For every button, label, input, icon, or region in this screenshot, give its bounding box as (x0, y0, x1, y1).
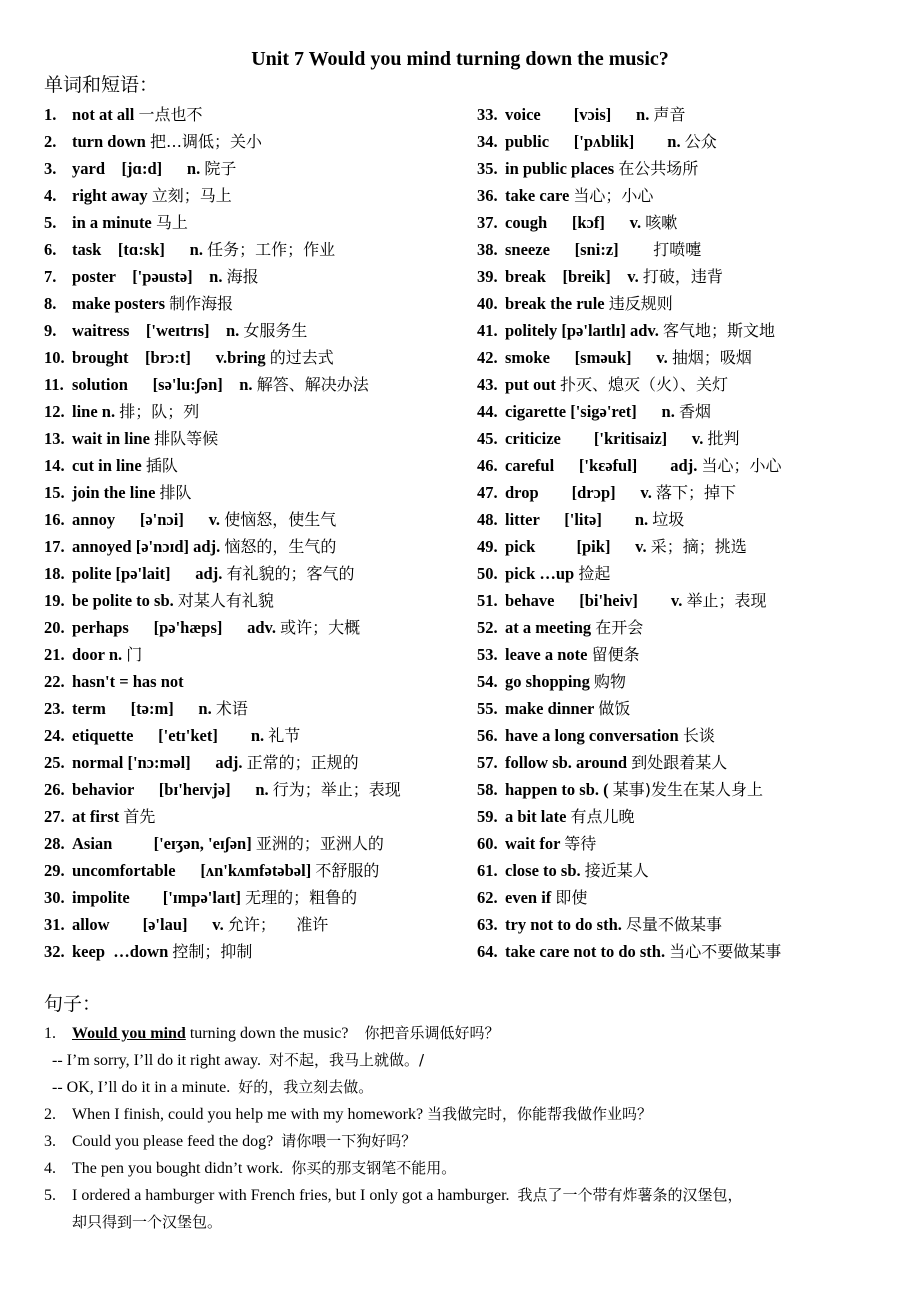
vocab-number: 32. (44, 942, 65, 961)
vocab-chinese: 留便条 (591, 645, 640, 664)
vocab-item (44, 344, 464, 371)
vocab-item (44, 803, 464, 830)
vocab-english: litter ['litə] n. (505, 510, 649, 529)
vocab-number: 8. (44, 294, 57, 313)
vocab-item (477, 236, 897, 263)
vocab-heading: 单词和短语： (44, 74, 159, 96)
sentence-list (44, 1020, 884, 1236)
vocab-item (44, 776, 464, 803)
vocab-number: 53. (477, 645, 498, 664)
vocab-chinese: 任务；工作；作业 (207, 240, 336, 259)
vocab-english: public ['pʌblik] n. (505, 132, 681, 151)
vocab-number: 22. (44, 672, 65, 691)
vocab-english: break the rule (505, 294, 605, 313)
vocab-number: 42. (477, 348, 498, 367)
vocab-chinese: 打破，违背 (642, 267, 723, 286)
vocab-item (44, 722, 464, 749)
vocab-item (44, 506, 464, 533)
vocab-chinese: 首先 (123, 807, 156, 826)
vocab-english: turn down (72, 132, 146, 151)
vocab-chinese: 无理的；粗鲁的 (245, 888, 358, 907)
vocab-number: 34. (477, 132, 498, 151)
sentence-item (44, 1020, 884, 1047)
vocab-number: 25. (44, 753, 65, 772)
vocab-number: 45. (477, 429, 498, 448)
vocab-item (477, 533, 897, 560)
vocab-number: 30. (44, 888, 65, 907)
vocab-english: a bit late (505, 807, 567, 826)
vocab-number: 12. (44, 402, 65, 421)
vocab-chinese: 捡起 (578, 564, 611, 583)
vocab-number: 19. (44, 591, 65, 610)
vocab-chinese: 的过去式 (269, 348, 334, 367)
vocab-item (477, 506, 897, 533)
vocab-chinese: 控制；抑制 (172, 942, 253, 961)
vocab-english: cigarette ['sigə'ret] n. (505, 402, 675, 421)
vocab-item (44, 641, 464, 668)
vocab-item (477, 155, 897, 182)
vocab-item (477, 749, 897, 776)
vocab-number: 17. (44, 537, 65, 556)
vocab-number: 40. (477, 294, 498, 313)
vocab-item (477, 182, 897, 209)
vocab-item (477, 101, 897, 128)
vocab-chinese: 有点儿晚 (570, 807, 635, 826)
vocab-number: 27. (44, 807, 65, 826)
vocab-english: right away (72, 186, 148, 205)
vocab-english: solution [sə'lu:ʃən] n. (72, 375, 253, 394)
vocab-item (44, 371, 464, 398)
vocab-number: 47. (477, 483, 498, 502)
vocab-item (477, 560, 897, 587)
sentence-item (44, 1155, 884, 1182)
vocab-english: drop [drɔp] v. (505, 483, 652, 502)
vocab-english: make dinner (505, 699, 595, 718)
vocab-english: allow [ə'lau] v. (72, 915, 224, 934)
vocab-chinese: 批判 (707, 429, 740, 448)
vocab-number: 31. (44, 915, 65, 934)
vocab-chinese: 使恼怒，使生气 (224, 510, 337, 529)
vocab-number: 33. (477, 105, 498, 124)
vocab-number: 6. (44, 240, 57, 259)
vocab-item (477, 803, 897, 830)
vocab-item (44, 452, 464, 479)
vocab-chinese: 女服务生 (243, 321, 308, 340)
vocab-item (477, 587, 897, 614)
sentence-english: Could you please feed the dog? (72, 1133, 274, 1150)
sentence-chinese: 请你喂一下狗好吗？ (281, 1132, 417, 1150)
vocab-item (477, 695, 897, 722)
vocab-english: politely [pə'laɪtlɪ] adv. (505, 321, 659, 340)
vocab-english: put out (505, 375, 556, 394)
vocab-chinese: 当心不要做某事 (669, 942, 782, 961)
vocab-item (477, 776, 897, 803)
vocab-chinese: 有礼貌的；客气的 (226, 564, 355, 583)
vocab-item (477, 209, 897, 236)
vocab-number: 20. (44, 618, 65, 637)
vocab-item (44, 938, 464, 965)
vocab-chinese: 做饭 (598, 699, 631, 718)
vocab-chinese: 抽烟；吸烟 (671, 348, 752, 367)
vocab-english: pick …up (505, 564, 575, 583)
vocab-chinese: 尽量不做某事 (626, 915, 723, 934)
sentence-english: -- I’m sorry, I’ll do it right away. (52, 1052, 261, 1069)
vocab-item (44, 398, 464, 425)
vocab-chinese: 违反规则 (608, 294, 673, 313)
vocab-english: have a long conversation (505, 726, 679, 745)
vocab-item (44, 101, 464, 128)
vocab-english: poster ['pəustə] n. (72, 267, 223, 286)
vocab-number: 61. (477, 861, 498, 880)
sentence-number: 5. (44, 1187, 56, 1204)
vocab-item (477, 722, 897, 749)
vocab-item (477, 830, 897, 857)
vocab-number: 35. (477, 159, 498, 178)
vocab-english: break [breik] v. (505, 267, 639, 286)
vocab-number: 16. (44, 510, 65, 529)
vocab-number: 11. (44, 375, 64, 394)
vocab-english: follow sb. around (505, 753, 628, 772)
vocab-item (477, 641, 897, 668)
vocab-item (477, 857, 897, 884)
sentence-chinese: 我点了一个带有炸薯条的汉堡包， (517, 1186, 743, 1204)
vocab-chinese: 一点也不 (138, 105, 203, 124)
vocab-item (44, 911, 464, 938)
vocab-english: perhaps [pə'hæps] adv. (72, 618, 277, 637)
vocab-english: at first (72, 807, 120, 826)
vocab-chinese: 允许； 准许 (227, 915, 329, 934)
vocab-english: keep …down (72, 942, 169, 961)
vocab-number: 7. (44, 267, 57, 286)
vocab-english: take care (505, 186, 570, 205)
vocab-list-right (477, 101, 897, 965)
sentence-english: -- OK, I’ll do it in a minute. (52, 1079, 231, 1096)
vocab-item (477, 479, 897, 506)
vocab-chinese: 解答、解决办法 (256, 375, 369, 394)
vocab-chinese: 长谈 (682, 726, 715, 745)
sentence-chinese: 对不起，我马上就做。/ (268, 1051, 425, 1069)
vocab-item (44, 209, 464, 236)
sentence-chinese: 却只得到一个汉堡包。 (72, 1213, 223, 1231)
vocab-english: be polite to sb. (72, 591, 174, 610)
vocab-item (477, 128, 897, 155)
vocab-chinese: 扑灭、熄灭（火）、关灯 (560, 375, 729, 394)
vocab-english: try not to do sth. (505, 915, 622, 934)
vocab-item (44, 290, 464, 317)
vocab-chinese: 制作海报 (169, 294, 234, 313)
vocab-number: 1. (44, 105, 57, 124)
sentence-chinese: 你买的那支钢笔不能用。 (291, 1159, 457, 1177)
vocab-item (477, 344, 897, 371)
vocab-number: 13. (44, 429, 65, 448)
vocab-chinese: 排队等候 (154, 429, 219, 448)
vocab-number: 2. (44, 132, 57, 151)
vocab-english: voice [vɔis] n. (505, 105, 650, 124)
vocab-english: leave a note (505, 645, 588, 664)
vocab-item (477, 290, 897, 317)
vocab-chinese: 马上 (155, 213, 188, 232)
vocab-number: 15. (44, 483, 65, 502)
vocab-chinese: 咳嗽 (645, 213, 678, 232)
sentence-chinese: 你把音乐调低好吗？ (364, 1024, 500, 1042)
vocab-item (477, 884, 897, 911)
vocab-english: close to sb. (505, 861, 581, 880)
vocab-item (44, 695, 464, 722)
vocab-english: term [tə:m] n. (72, 699, 212, 718)
vocab-number: 55. (477, 699, 498, 718)
vocab-chinese: 礼节 (268, 726, 301, 745)
vocab-number: 44. (477, 402, 498, 421)
vocab-chinese: 举止；表现 (686, 591, 767, 610)
vocab-chinese: 香烟 (678, 402, 711, 421)
vocab-english: etiquette ['etɪ'ket] n. (72, 726, 265, 745)
vocab-number: 9. (44, 321, 57, 340)
vocab-chinese: 某事)发生在某人身上 (612, 780, 763, 799)
vocab-chinese: 当心；小心 (701, 456, 782, 475)
vocab-number: 63. (477, 915, 498, 934)
vocab-chinese: 声音 (653, 105, 686, 124)
vocab-chinese: 不舒服的 (315, 861, 380, 880)
vocab-item (44, 425, 464, 452)
vocab-number: 36. (477, 186, 498, 205)
vocab-chinese: 插队 (145, 456, 178, 475)
vocab-item (44, 479, 464, 506)
vocab-chinese: 亚洲的；亚洲人的 (255, 834, 384, 853)
vocab-number: 29. (44, 861, 65, 880)
vocab-chinese: 对某人有礼貌 (177, 591, 274, 610)
vocab-english: polite [pə'lait] adj. (72, 564, 223, 583)
vocab-english: careful ['kɛəful] adj. (505, 456, 698, 475)
vocab-english: task [tɑ:sk] n. (72, 240, 203, 259)
vocab-number: 52. (477, 618, 498, 637)
vocab-chinese: 落下；掉下 (655, 483, 736, 502)
vocab-item (44, 830, 464, 857)
vocab-english: uncomfortable [ʌn'kʌmfətəbəl] (72, 861, 312, 880)
vocab-number: 24. (44, 726, 65, 745)
vocab-chinese: 当心；小心 (573, 186, 654, 205)
vocab-chinese: 公众 (684, 132, 717, 151)
vocab-item (44, 560, 464, 587)
vocab-number: 39. (477, 267, 498, 286)
vocab-number: 43. (477, 375, 498, 394)
vocab-number: 56. (477, 726, 498, 745)
vocab-item (44, 317, 464, 344)
vocab-number: 5. (44, 213, 57, 232)
vocab-item (477, 911, 897, 938)
vocab-english: pick [pik] v. (505, 537, 647, 556)
sentence-item (44, 1128, 884, 1155)
vocab-english: criticize ['kritisaiz] v. (505, 429, 704, 448)
vocab-chinese: 恼怒的，生气的 (224, 537, 337, 556)
vocab-chinese: 立刻；马上 (151, 186, 232, 205)
vocab-english: in public places (505, 159, 615, 178)
vocab-item (44, 155, 464, 182)
sentence-number: 3. (44, 1133, 56, 1150)
vocab-item (477, 317, 897, 344)
vocab-english: annoy [ə'nɔi] v. (72, 510, 221, 529)
vocab-english: in a minute (72, 213, 152, 232)
vocab-english: at a meeting (505, 618, 592, 637)
vocab-english: take care not to do sth. (505, 942, 666, 961)
vocab-english: impolite ['ɪmpə'laɪt] (72, 888, 241, 907)
vocab-item (44, 857, 464, 884)
sentence-keyphrase: Would you mind (72, 1025, 186, 1042)
vocab-number: 21. (44, 645, 65, 664)
vocab-chinese: 海报 (226, 267, 259, 286)
sentence-response (44, 1047, 884, 1074)
vocab-item (44, 533, 464, 560)
vocab-number: 18. (44, 564, 65, 583)
vocab-english: line n. (72, 402, 116, 421)
vocab-item (477, 614, 897, 641)
vocab-chinese: 排；队；列 (119, 402, 200, 421)
vocab-number: 49. (477, 537, 498, 556)
vocab-chinese: 在开会 (595, 618, 644, 637)
vocab-number: 59. (477, 807, 498, 826)
vocab-number: 38. (477, 240, 498, 259)
vocab-chinese: 客气地；斯文地 (663, 321, 776, 340)
vocab-chinese: 行为；举止；表现 (272, 780, 401, 799)
vocab-item (477, 371, 897, 398)
vocab-item (44, 884, 464, 911)
vocab-chinese: 打喷嚏 (622, 240, 702, 259)
page-title: Unit 7 Would you mind turning down the music? (251, 48, 669, 70)
vocab-number: 28. (44, 834, 65, 853)
vocab-number: 23. (44, 699, 65, 718)
sentence-english: I ordered a hamburger with French fries, but I only got a hamburger. (72, 1187, 510, 1204)
vocab-chinese: 术语 (215, 699, 248, 718)
vocab-list-left (44, 101, 464, 965)
vocab-item (477, 938, 897, 965)
vocab-number: 10. (44, 348, 65, 367)
vocab-chinese: 购物 (593, 672, 626, 691)
vocab-english: wait for (505, 834, 561, 853)
vocab-english: make posters (72, 294, 166, 313)
vocab-chinese: 正常的；正规的 (246, 753, 359, 772)
vocab-item (477, 452, 897, 479)
vocab-number: 4. (44, 186, 57, 205)
vocab-number: 64. (477, 942, 498, 961)
vocab-english: hasn't = has not (72, 672, 184, 691)
vocab-number: 48. (477, 510, 498, 529)
vocab-number: 37. (477, 213, 498, 232)
sentence-number: 2. (44, 1106, 56, 1123)
sentence-number: 4. (44, 1160, 56, 1177)
vocab-chinese: 到处跟着某人 (631, 753, 728, 772)
vocab-english: sneeze [sni:z] (505, 240, 619, 259)
vocab-item (44, 587, 464, 614)
vocab-chinese: 采；摘；挑选 (650, 537, 747, 556)
vocab-number: 26. (44, 780, 65, 799)
sentence-response (44, 1074, 884, 1101)
vocab-chinese: 门 (126, 645, 143, 664)
sentence-english: When I finish, could you help me with my homework? (72, 1106, 424, 1123)
vocab-item (44, 614, 464, 641)
vocab-chinese: 等待 (564, 834, 597, 853)
sentence-heading: 句子： (44, 993, 102, 1015)
vocab-number: 14. (44, 456, 65, 475)
vocab-item (477, 425, 897, 452)
vocab-english: Asian ['eɪʒən, 'eɪʃən] (72, 834, 252, 853)
vocab-item (44, 236, 464, 263)
sentence-chinese: 当我做完时，你能帮我做作业吗？ (427, 1105, 653, 1123)
vocab-chinese: 接近某人 (584, 861, 649, 880)
vocab-item (44, 128, 464, 155)
vocab-english: not at all (72, 105, 135, 124)
vocab-chinese: 院子 (204, 159, 237, 178)
vocab-chinese: 垃圾 (652, 510, 685, 529)
sentence-number: 1. (44, 1025, 56, 1042)
vocab-item (44, 668, 464, 695)
vocab-english: brought [brɔ:t] v.bring (72, 348, 266, 367)
vocab-item (477, 263, 897, 290)
vocab-english: waitress ['weɪtrɪs] n. (72, 321, 240, 340)
vocab-english: yard [jɑ:d] n. (72, 159, 201, 178)
vocab-english: behave [bi'heiv] v. (505, 591, 683, 610)
vocab-number: 60. (477, 834, 498, 853)
vocab-chinese: 在公共场所 (618, 159, 699, 178)
vocab-number: 58. (477, 780, 498, 799)
vocab-number: 50. (477, 564, 498, 583)
vocab-english: cut in line (72, 456, 142, 475)
sentence-chinese: 好的，我立刻去做。 (238, 1078, 374, 1096)
vocab-number: 3. (44, 159, 57, 178)
sentence-item (44, 1101, 884, 1128)
vocab-english: door n. (72, 645, 123, 664)
vocab-english: wait in line (72, 429, 150, 448)
vocab-english: even if (505, 888, 552, 907)
vocab-item (477, 398, 897, 425)
sentence-item (44, 1182, 884, 1209)
vocab-item (44, 182, 464, 209)
vocab-english: behavior [bɪ'heɪvjə] n. (72, 780, 269, 799)
vocab-chinese: 即使 (555, 888, 588, 907)
vocab-item (44, 263, 464, 290)
sentence-english: turning down the music? (185, 1025, 349, 1042)
vocab-number: 54. (477, 672, 498, 691)
vocab-item (477, 668, 897, 695)
sentence-continuation (44, 1209, 884, 1236)
vocab-number: 41. (477, 321, 498, 340)
vocab-chinese: 排队 (159, 483, 192, 502)
vocab-english: go shopping (505, 672, 590, 691)
vocab-chinese: 把…调低；关小 (149, 132, 262, 151)
sentence-english: The pen you bought didn’t work. (72, 1160, 284, 1177)
vocab-chinese: 或许；大概 (280, 618, 361, 637)
vocab-number: 46. (477, 456, 498, 475)
vocab-number: 62. (477, 888, 498, 907)
vocab-number: 57. (477, 753, 498, 772)
vocab-item (44, 749, 464, 776)
vocab-english: annoyed [ə'nɔɪd] adj. (72, 537, 221, 556)
vocab-number: 51. (477, 591, 498, 610)
vocab-english: join the line (72, 483, 156, 502)
vocab-english: normal ['nɔ:məl] adj. (72, 753, 243, 772)
vocab-english: cough [kɔf] v. (505, 213, 642, 232)
vocab-english: happen to sb. ( (505, 780, 609, 799)
vocab-english: smoke [sməuk] v. (505, 348, 668, 367)
